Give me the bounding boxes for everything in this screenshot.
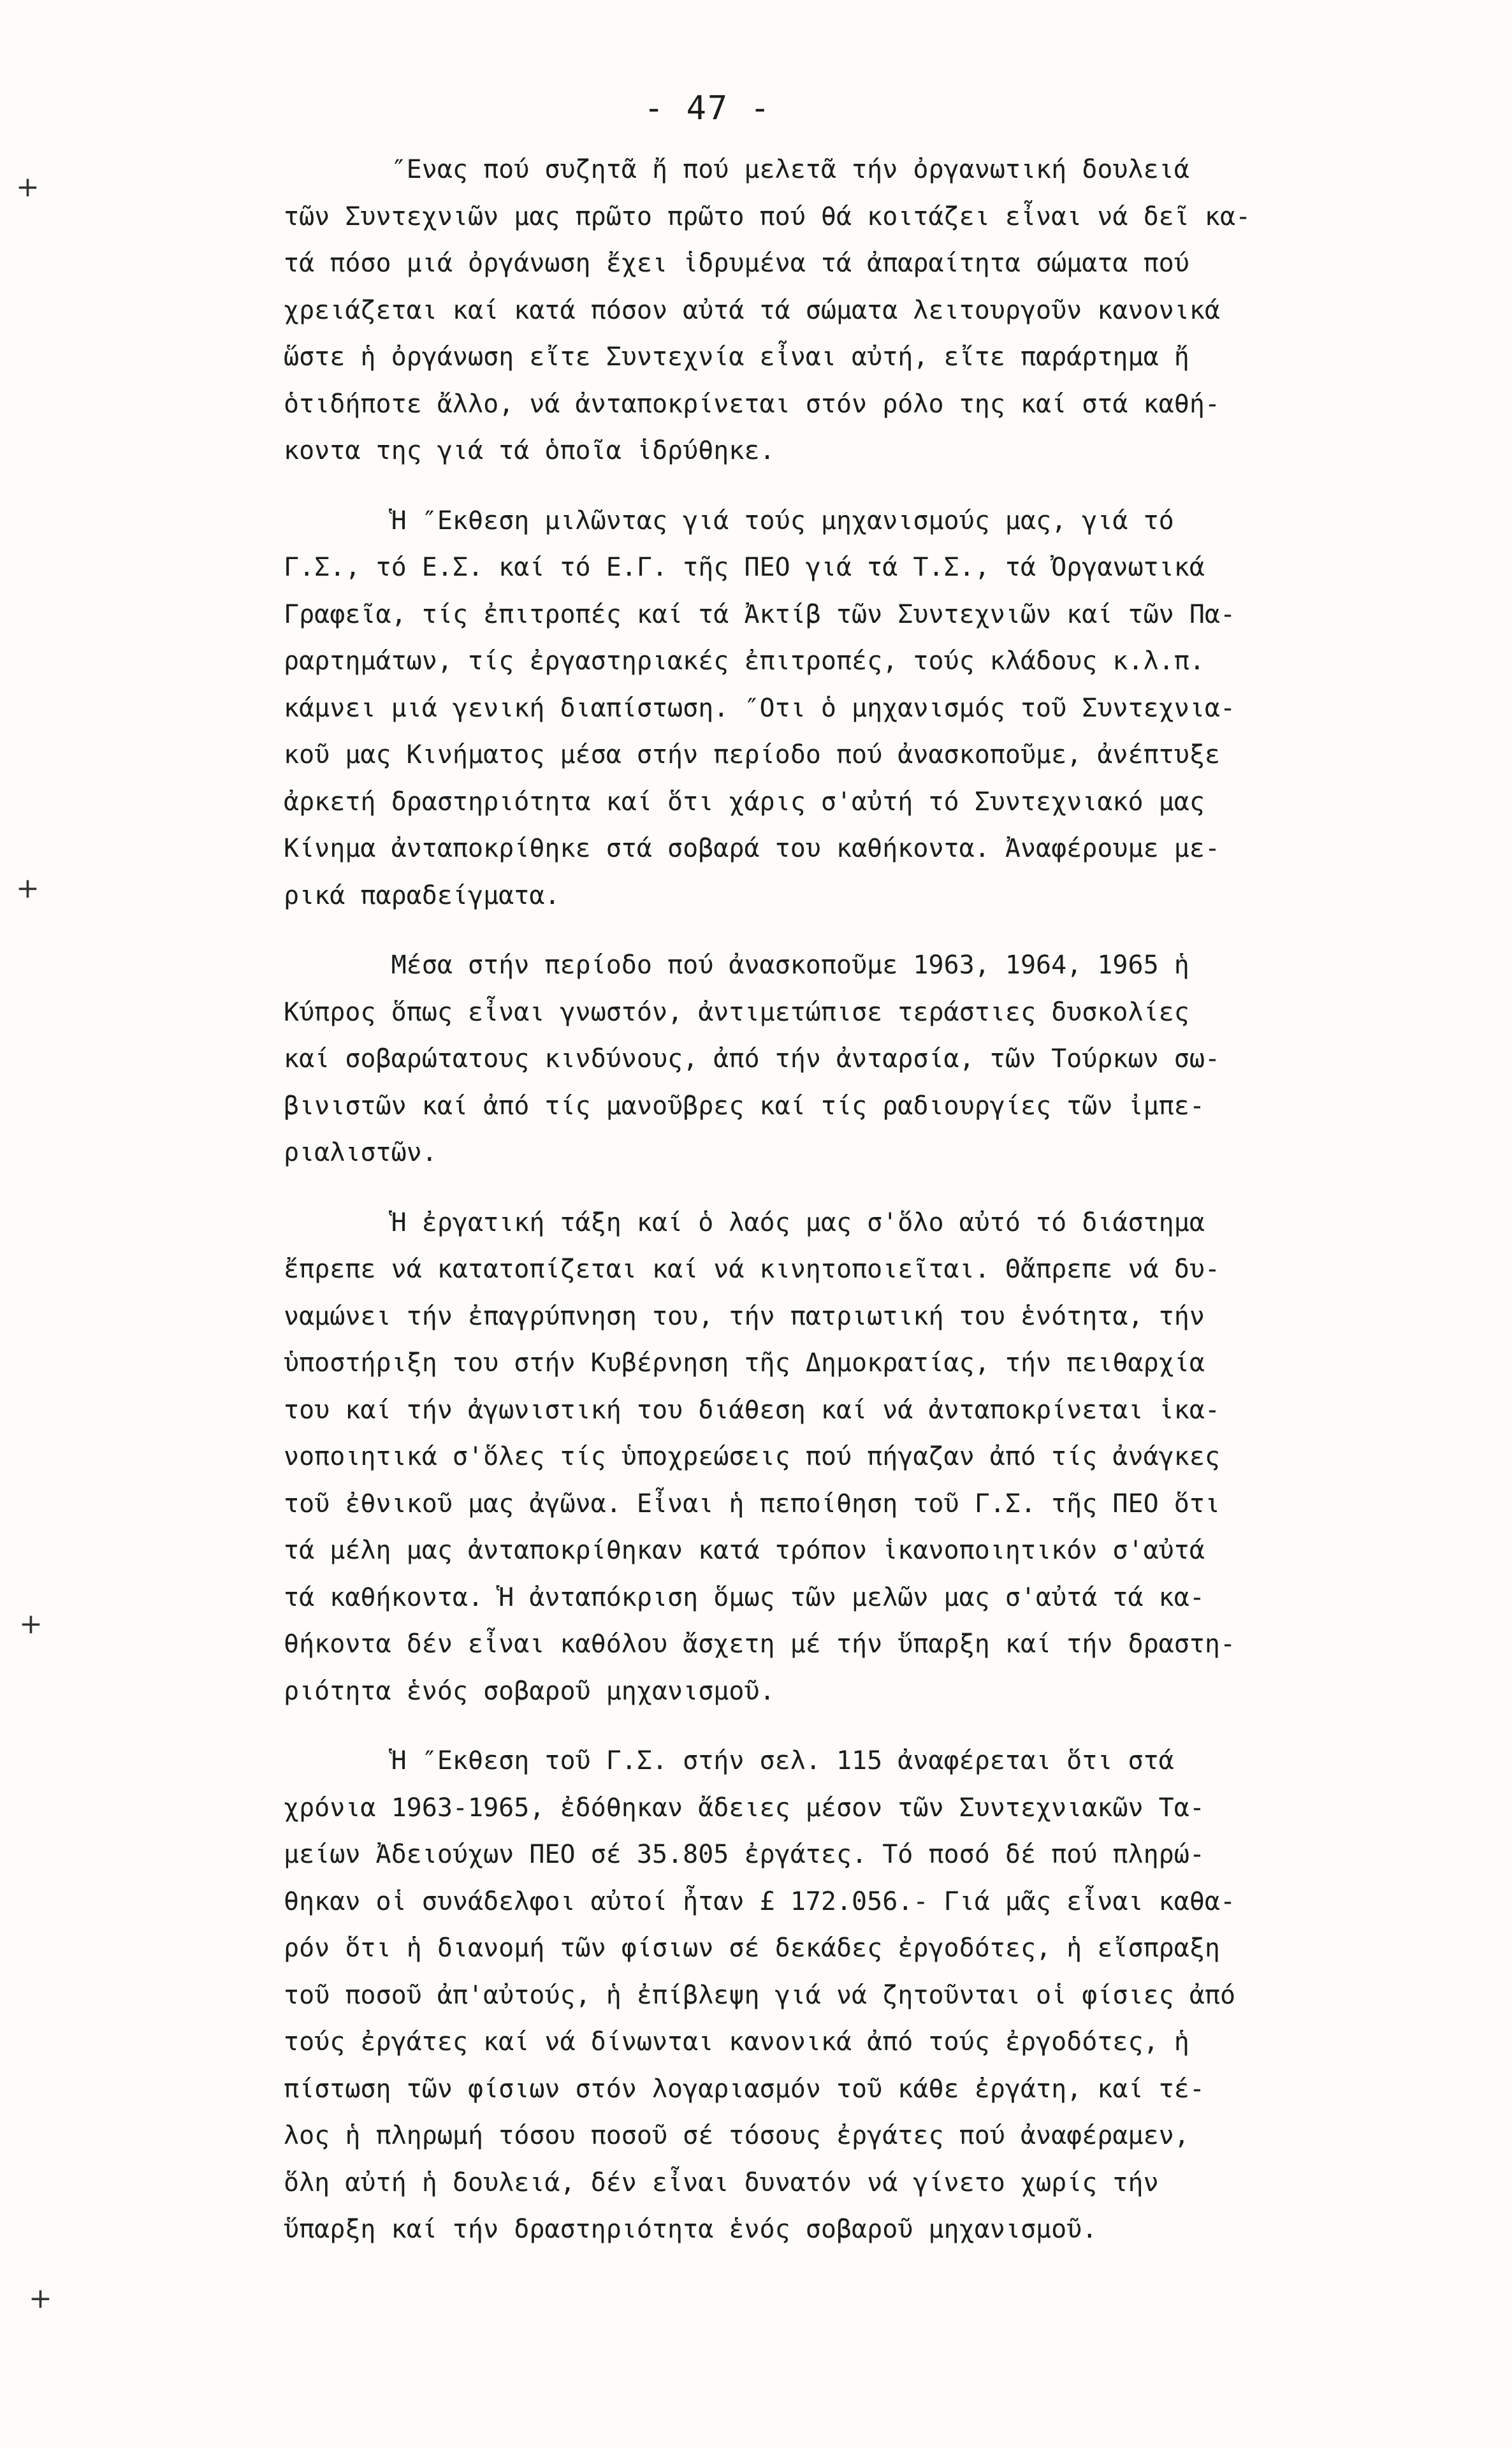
text-line: θήκοντα δέν εἶναι καθόλου ἄσχετη μέ τήν ὕπαρξη καί τήν δραστη- — [284, 1629, 1236, 1659]
text-line: λος ἡ πληρωμή τόσου ποσοῦ σέ τόσους ἐργάτες πού ἀναφέραμεν, — [284, 2121, 1189, 2150]
text-line: Ἡ ἐργατική τάξη καί ὁ λαός μας σ'ὅλο αὐτό τό διάστημα — [284, 1207, 1205, 1237]
text-line: τά καθήκοντα. Ἡ ἀνταπόκριση ὅμως τῶν μελῶν μας σ'αὐτά τά κα- — [284, 1582, 1205, 1612]
text-line: τῶν Συντεχνιῶν μας πρῶτο πρῶτο πού θά κοιτάζει εἶναι νά δεῖ κα- — [284, 201, 1251, 231]
text-line: ρόν ὅτι ἡ διανομή τῶν φίσιων σέ δεκάδες ἐργοδότες, ἡ εἴσπραξη — [284, 1934, 1221, 1963]
text-line: ὅλη αὐτή ἡ δουλειά, δέν εἶναι δυνατόν νά γίνετο χωρίς τήν — [284, 2168, 1159, 2197]
text-line: Μέσα στήν περίοδο πού ἀνασκοποῦμε 1963, 1964, 1965 ἡ — [284, 951, 1189, 980]
text-line: Γ.Σ., τό Ε.Σ. καί τό Ε.Γ. τῆς ΠΕΟ γιά τά Τ.Σ., τά Ὀργανωτικά — [284, 553, 1205, 582]
text-line: ραρτημάτων, τίς ἐργαστηριακές ἐπιτροπές, τούς κλάδους κ.λ.π. — [284, 646, 1205, 676]
text-line: ἀρκετή δραστηριότητα καί ὅτι χάρις σ'αὐτή τό Συντεχνιακό μας — [284, 787, 1205, 817]
text-line: νοποιητικά σ'ὅλες τίς ὑποχρεώσεις πού πήγαζαν ἀπό τίς ἀνάγκες — [284, 1442, 1221, 1471]
text-line: κοντα της γιά τά ὁποῖα ἱδρύθηκε. — [284, 436, 775, 465]
text-line: ριαλιστῶν. — [284, 1138, 437, 1167]
paragraph-3 — [284, 942, 1406, 1177]
paragraph-2 — [284, 498, 1406, 920]
text-line: ὕπαρξη καί τήν δραστηριότητα ἑνός σοβαροῦ μηχανισμοῦ. — [284, 2215, 1098, 2244]
text-line: Κίνημα ἀνταποκρίθηκε στά σοβαρά του καθήκοντα. Ἀναφέρουμε με- — [284, 834, 1221, 863]
text-line: χρόνια 1963-1965, ἐδόθηκαν ἄδειες μέσον τῶν Συντεχνιακῶν Τα- — [284, 1793, 1205, 1823]
text-line: τούς ἐργάτες καί νά δίνωνται κανονικά ἀπό τούς ἐργοδότες, ἡ — [284, 2027, 1189, 2057]
text-line: του καί τήν ἀγωνιστική του διάθεση καί νά ἀνταποκρίνεται ἱκα- — [284, 1395, 1221, 1425]
text-line: Κύπρος ὅπως εἶναι γνωστόν, ἀντιμετώπισε τεράστιες δυσκολίες — [284, 997, 1189, 1027]
text-line: τά μέλη μας ἀνταποκρίθηκαν κατά τρόπον ἱκανοποιητικόν σ'αὐτά — [284, 1536, 1205, 1565]
margin-mark: + — [19, 1608, 43, 1640]
text-line: κάμνει μιά γενική διαπίστωση. ″Οτι ὁ μηχανισμός τοῦ Συντεχνια- — [284, 693, 1236, 723]
margin-mark: + — [16, 872, 40, 905]
text-line: ρικά παραδείγματα. — [284, 880, 560, 910]
paragraph-5 — [284, 1738, 1406, 2254]
text-line: τοῦ ἐθνικοῦ μας ἀγῶνα. Εἶναι ἡ πεποίθηση τοῦ Γ.Σ. τῆς ΠΕΟ ὅτι — [284, 1489, 1221, 1519]
text-line: Ἡ ″Εκθεση τοῦ Γ.Σ. στήν σελ. 115 ἀναφέρεται ὅτι στά — [284, 1746, 1174, 1775]
text-line: ὑποστήριξη του στήν Κυβέρνηση τῆς Δημοκρατίας, τήν πειθαρχία — [284, 1348, 1205, 1378]
document-body — [284, 147, 1406, 2277]
paragraph-1 — [284, 147, 1406, 475]
margin-mark: + — [16, 171, 40, 203]
text-line: Ἡ ″Εκθεση μιλῶντας γιά τούς μηχανισμούς μας, γιά τό — [284, 506, 1174, 536]
paragraph-4 — [284, 1200, 1406, 1716]
text-line: καί σοβαρώτατους κινδύνους, ἀπό τήν ἀνταρσία, τῶν Τούρκων σω- — [284, 1044, 1221, 1074]
text-line: ναμώνει τήν ἐπαγρύπνηση του, τήν πατριωτική του ἑνότητα, τήν — [284, 1301, 1205, 1331]
text-line: βινιστῶν καί ἀπό τίς μανοῦβρες καί τίς ραδιουργίες τῶν ἰμπε- — [284, 1091, 1205, 1121]
text-line: τοῦ ποσοῦ ἀπ'αὐτούς, ἡ ἐπίβλεψη γιά νά ζητοῦνται οἱ φίσιες ἀπό — [284, 1980, 1236, 2010]
page-number: - 47 - — [644, 89, 771, 127]
text-line: Γραφεῖα, τίς ἐπιτροπές καί τά Ἀκτίβ τῶν Συντεχνιῶν καί τῶν Πα- — [284, 599, 1236, 629]
text-line: πίστωση τῶν φίσιων στόν λογαριασμόν τοῦ κάθε ἐργάτη, καί τέ- — [284, 2074, 1205, 2104]
text-line: ὁτιδήποτε ἄλλο, νά ἀνταποκρίνεται στόν ρόλο της καί στά καθή- — [284, 389, 1221, 419]
text-line: κοῦ μας Κινήματος μέσα στήν περίοδο πού ἀνασκοποῦμε, ἀνέπτυξε — [284, 740, 1221, 769]
text-line: ἔπρεπε νά κατατοπίζεται καί νά κινητοποιεῖται. Θἄπρεπε νά δυ- — [284, 1255, 1221, 1284]
text-line: μείων Ἀδειούχων ΠΕΟ σέ 35.805 ἐργάτες. Τό ποσό δέ πού πληρώ- — [284, 1840, 1205, 1869]
text-line: ″Ενας πού συζητᾶ ἤ πού μελετᾶ τήν ὀργανωτική δουλειά — [284, 155, 1189, 184]
text-line: χρειάζεται καί κατά πόσον αὐτά τά σώματα λειτουργοῦν κανονικά — [284, 295, 1221, 325]
text-line: τά πόσο μιά ὀργάνωση ἔχει ἱδρυμένα τά ἀπαραίτητα σώματα πού — [284, 249, 1189, 278]
text-line: ὥστε ἡ ὀργάνωση εἴτε Συντεχνία εἶναι αὐτή, εἴτε παράρτημα ἤ — [284, 342, 1189, 372]
margin-mark: + — [29, 2282, 52, 2315]
text-line: θηκαν οἱ συνάδελφοι αὐτοί ἦταν £ 172.056.- Γιά μᾶς εἶναι καθα- — [284, 1886, 1236, 1916]
text-line: ριότητα ἑνός σοβαροῦ μηχανισμοῦ. — [284, 1676, 775, 1706]
